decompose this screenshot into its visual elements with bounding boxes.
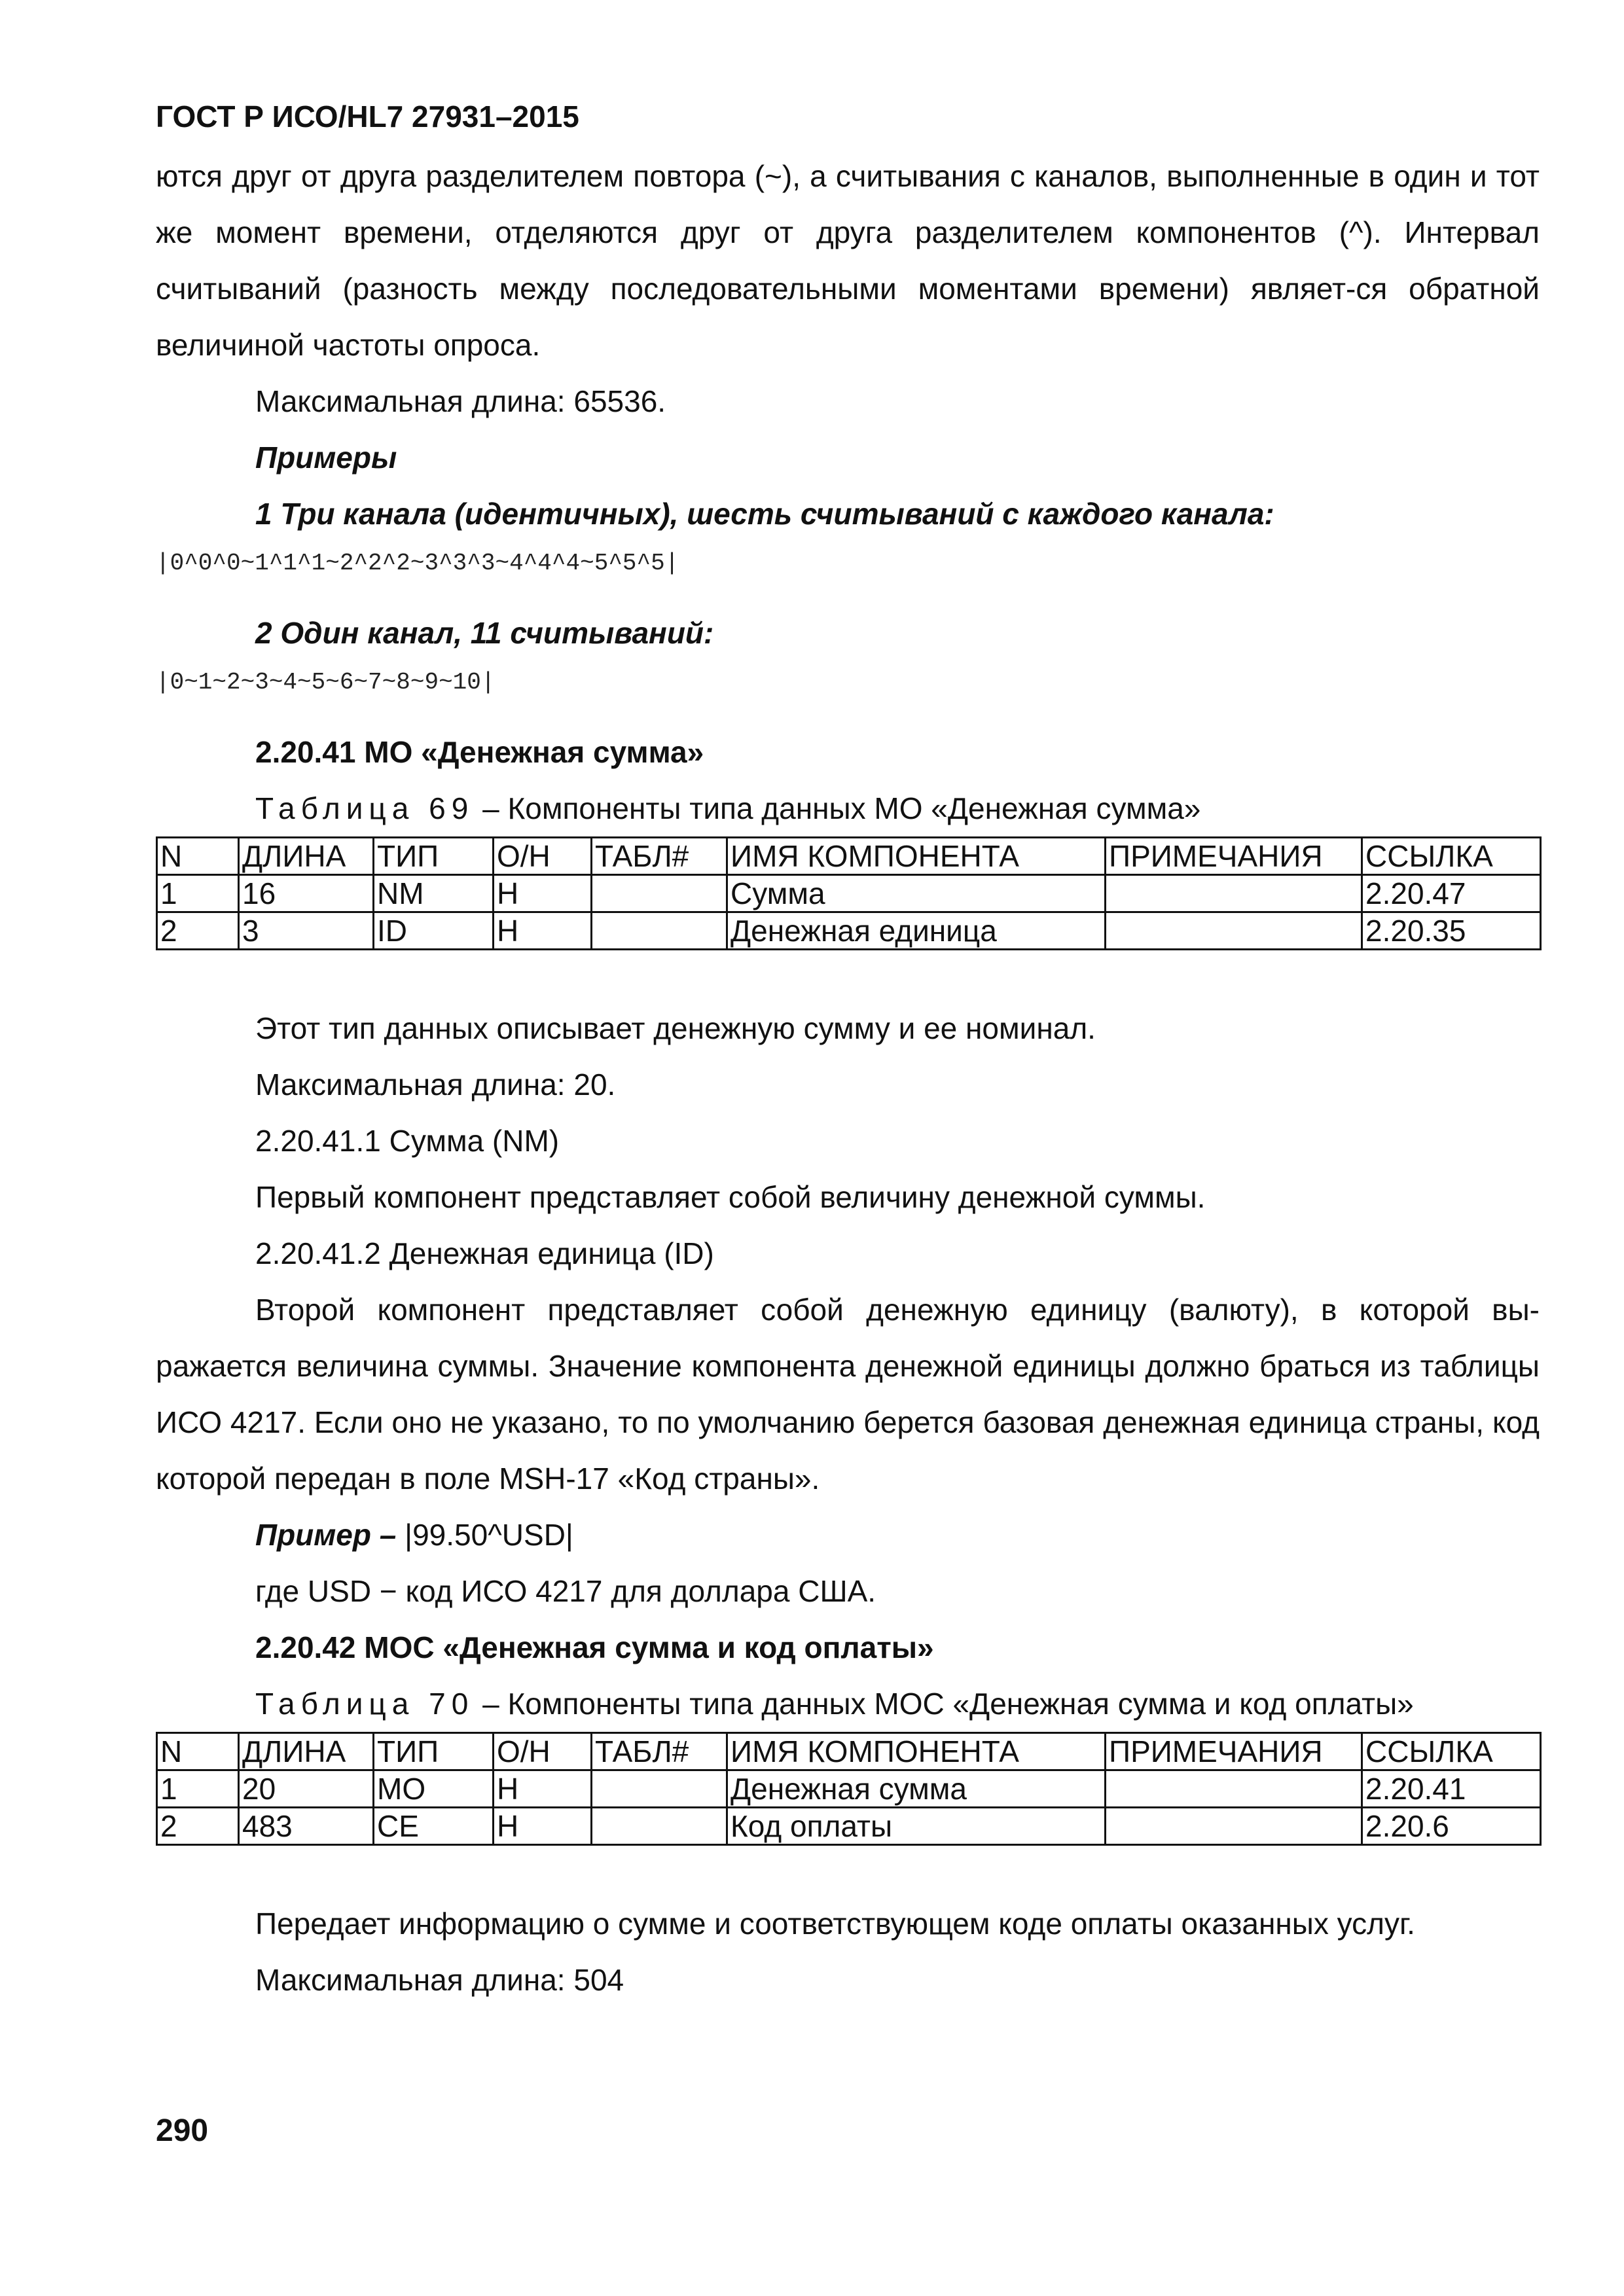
table-cell: Н <box>494 912 592 950</box>
table-header-row <box>157 1733 1541 1770</box>
spacer <box>156 1846 1540 1895</box>
table-cell: 2.20.35 <box>1362 912 1541 950</box>
table-header-row <box>157 838 1541 875</box>
table-cell: Код оплаты <box>727 1808 1106 1845</box>
example-note: где USD − код ИСО 4217 для доллара США. <box>255 1574 876 1608</box>
table-69-caption <box>156 780 1540 836</box>
table-cell <box>1106 875 1362 912</box>
subsection-1-text: Первый компонент представляет собой величину денежной суммы. <box>255 1180 1206 1214</box>
table-cell: 1 <box>157 1770 239 1808</box>
table-cell <box>1106 912 1362 950</box>
column-header: ТАБЛ# <box>592 838 727 875</box>
section-mo-heading: 2.20.41 MO «Денежная сумма» <box>255 735 704 769</box>
examples-heading: Примеры <box>255 440 397 475</box>
spacer <box>156 950 1540 1000</box>
column-header: ТИП <box>374 1733 494 1770</box>
example2-heading: 2 Один канал, 11 считываний: <box>255 616 714 650</box>
table-cell: 2 <box>157 912 239 950</box>
subsection-2-heading: 2.20.41.2 Денежная единица (ID) <box>255 1236 714 1270</box>
example2-code: |0~1~2~3~4~5~6~7~8~9~10| <box>156 669 496 696</box>
table-cell: Н <box>494 1808 592 1845</box>
table-cell <box>1106 1770 1362 1808</box>
page-header: ГОСТ Р ИСО/HL7 27931–2015 <box>156 99 579 134</box>
example-line <box>156 1507 1540 1563</box>
table-69-dash: – <box>474 791 508 825</box>
column-header: ДЛИНА <box>239 1733 374 1770</box>
column-header: ПРИМЕЧАНИЯ <box>1106 838 1362 875</box>
table-cell: 1 <box>157 875 239 912</box>
table-70-label: Таблица 70 <box>255 1687 475 1721</box>
table-cell: 20 <box>239 1770 374 1808</box>
table-cell: 2.20.41 <box>1362 1770 1541 1808</box>
table-cell: Н <box>494 1770 592 1808</box>
column-header: N <box>157 1733 239 1770</box>
table-70-caption <box>156 1676 1540 1732</box>
table-row <box>157 1770 1541 1808</box>
example-value: |99.50^USD| <box>396 1518 573 1552</box>
table-cell: MO <box>374 1770 494 1808</box>
table-cell: 2.20.47 <box>1362 875 1541 912</box>
table-cell <box>592 1808 727 1845</box>
subsection-2-text: Второй компонент представляет собой денежную единицу (валюту), в которой вы-ражается величина суммы. Значение компонента денежной единицы должно браться из таблицы ИСО 4217. Если оно не указано, то по умолчанию берется базовая денежная единица страны, код которой передан в поле MSH-17 «Код страны». <box>156 1293 1540 1496</box>
table-cell: 2.20.6 <box>1362 1808 1541 1845</box>
table-cell <box>1106 1808 1362 1845</box>
example1-heading: 1 Три канала (идентичных), шесть считываний с каждого канала: <box>255 497 1274 531</box>
subsection-1-heading: 2.20.41.1 Сумма (NM) <box>255 1124 560 1158</box>
column-header: N <box>157 838 239 875</box>
table-cell: Денежная сумма <box>727 1770 1106 1808</box>
table-row <box>157 875 1541 912</box>
table-cell <box>592 1770 727 1808</box>
table-70-title: Компоненты типа данных MOC «Денежная сумма и код оплаты» <box>507 1687 1414 1721</box>
column-header: ИМЯ КОМПОНЕНТА <box>727 838 1106 875</box>
page-body <box>156 148 1540 2008</box>
table-cell <box>592 912 727 950</box>
column-header: ТАБЛ# <box>592 1733 727 1770</box>
intro-paragraph: ются друг от друга разделителем повтора (~), а считывания с каналов, выполненные в один и тот же момент времени, отделяются друг от друга разделителем компонентов (^). Интервал считываний (разность между последовательными моментами времени) являет-ся обратной величиной частоты опроса. <box>156 159 1540 362</box>
column-header: ИМЯ КОМПОНЕНТА <box>727 1733 1106 1770</box>
table-cell: Сумма <box>727 875 1106 912</box>
column-header: ССЫЛКА <box>1362 838 1541 875</box>
table-70-dash: – <box>474 1687 508 1721</box>
page-number: 290 <box>156 2113 209 2148</box>
example-label: Пример – <box>255 1518 397 1552</box>
table-row <box>157 1808 1541 1845</box>
table-cell: 483 <box>239 1808 374 1845</box>
column-header: ССЫЛКА <box>1362 1733 1541 1770</box>
section-moc-heading: 2.20.42 MOC «Денежная сумма и код оплаты» <box>255 1630 934 1664</box>
table-70 <box>156 1732 1542 1846</box>
table-cell: 16 <box>239 875 374 912</box>
example1-code: |0^0^0~1^1^1~2^2^2~3^3^3~4^4^4~5^5^5| <box>156 550 679 577</box>
column-header: О/Н <box>494 1733 592 1770</box>
table-cell: 3 <box>239 912 374 950</box>
intro-max-length: Максимальная длина: 65536. <box>255 384 666 418</box>
column-header: О/Н <box>494 838 592 875</box>
table-69 <box>156 836 1542 950</box>
table-cell <box>592 875 727 912</box>
column-header: ТИП <box>374 838 494 875</box>
table-cell: 2 <box>157 1808 239 1845</box>
moc-description: Передает информацию о сумме и соответствующем коде оплаты оказанных услуг. <box>255 1907 1415 1941</box>
table-69-title: Компоненты типа данных MO «Денежная сумма» <box>507 791 1201 825</box>
table-cell: Денежная единица <box>727 912 1106 950</box>
mo-max-length: Максимальная длина: 20. <box>255 1067 616 1102</box>
moc-max-length: Максимальная длина: 504 <box>255 1963 624 1997</box>
column-header: ПРИМЕЧАНИЯ <box>1106 1733 1362 1770</box>
table-cell: NM <box>374 875 494 912</box>
table-69-label: Таблица 69 <box>255 791 475 825</box>
table-cell: CE <box>374 1808 494 1845</box>
mo-description: Этот тип данных описывает денежную сумму и ее номинал. <box>255 1011 1096 1045</box>
table-cell: ID <box>374 912 494 950</box>
column-header: ДЛИНА <box>239 838 374 875</box>
table-cell: Н <box>494 875 592 912</box>
table-row <box>157 912 1541 950</box>
